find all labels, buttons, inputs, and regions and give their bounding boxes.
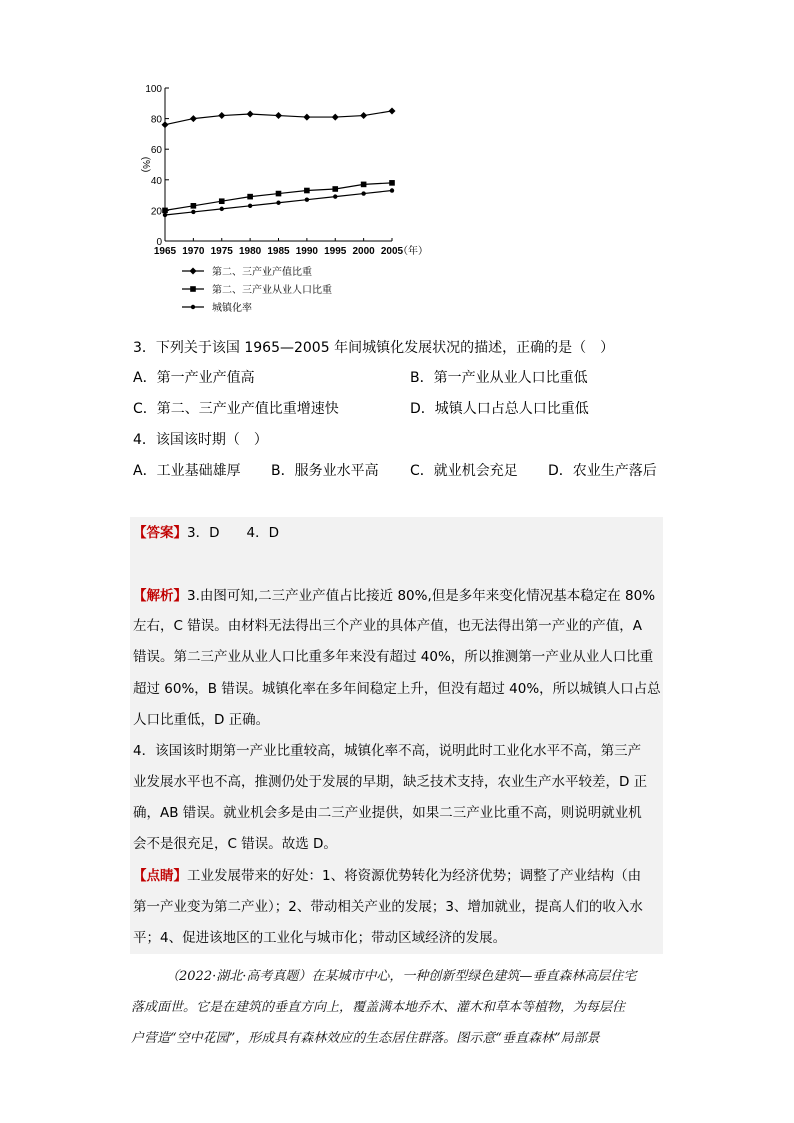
x-tick-label: 1990 — [295, 246, 318, 257]
data-point — [304, 188, 310, 194]
data-point — [220, 207, 224, 211]
legend-entry — [182, 283, 332, 296]
question-4-option-b: B．服务业水平高 — [271, 463, 379, 479]
legend-marker — [191, 305, 195, 309]
data-point — [219, 198, 225, 204]
data-point — [276, 201, 280, 205]
y-tick-label: 40 — [150, 175, 162, 187]
data-point — [191, 210, 195, 214]
data-point — [389, 180, 395, 186]
x-tick-label: 1985 — [267, 246, 290, 257]
x-tick-label: 1975 — [210, 246, 233, 257]
passage-line-2: 落成面世。它是在建筑的垂直方向上，覆盖满本地乔木、灌木和草本等植物，为每层住 — [131, 1000, 626, 1015]
analysis-line-2: 左右，C 错误。由材料无法得出三个产业的具体产值，也无法得出第一产业的产值，A — [133, 618, 642, 634]
y-tick-label: 80 — [150, 114, 162, 126]
question-3-stem: 3．下列关于该国 1965—2005 年间城镇化发展状况的描述，正确的是（ ） — [133, 340, 615, 356]
tip-line-1: 【点睛】工业发展带来的好处：1、将资源优势转化为经济优势；调整了产业结构（由 — [133, 868, 642, 884]
tip-label: 【点睛】 — [133, 868, 187, 884]
data-point — [162, 121, 169, 128]
y-axis-label: (%) — [140, 156, 151, 173]
data-point — [360, 112, 367, 119]
data-point — [390, 188, 394, 192]
x-unit-label: （年） — [398, 246, 428, 257]
data-point — [333, 194, 337, 198]
data-point — [332, 186, 338, 192]
data-point — [191, 203, 197, 209]
data-point — [276, 191, 282, 197]
question-4-option-a: A．工业基础雄厚 — [133, 463, 241, 479]
x-tick-label: 2005 — [380, 246, 404, 257]
data-point — [332, 114, 339, 121]
passage-line-3: 户营造“空中花园”，形成具有森林效应的生态居住群落。图示意“垂直森林”局部景 — [131, 1031, 600, 1046]
data-point — [190, 115, 197, 122]
data-point — [247, 194, 253, 200]
data-point — [361, 191, 365, 195]
question-4-stem: 4．该国该时期（ ） — [133, 432, 268, 448]
data-point — [163, 213, 167, 217]
question-3-option-b: B．第一产业从业人口比重低 — [410, 370, 588, 386]
data-point — [247, 111, 254, 118]
data-point — [303, 114, 310, 121]
legend-label: 第二、三产业产值比重 — [212, 267, 312, 278]
x-tick-label: 2000 — [352, 246, 375, 257]
analysis-line-3: 错误。第二三产业从业人口比重多年来没有超过 40%，所以推测第一产业从业人口比重 — [133, 649, 654, 665]
question-3-option-c: C．第二、三产业产值比重增速快 — [133, 401, 339, 417]
analysis-line-1: 【解析】3.由图可知,二三产业产值占比接近 80%,但是多年来变化情况基本稳定在 80% — [133, 588, 656, 604]
question-4-option-c: C．就业机会充足 — [410, 463, 518, 479]
legend-entry — [182, 265, 312, 278]
analysis-line-8: 确，AB 错误。就业机会多是由二三产业提供，如果二三产业比重不高，则说明就业机 — [133, 805, 642, 821]
answer-text: 3．D 4．D — [187, 525, 279, 541]
answer-label: 【答案】 — [133, 525, 187, 541]
analysis-line-4: 超过 60%，B 错误。城镇化率在多年间稳定上升，但没有超过 40%，所以城镇人口占总 — [133, 681, 661, 697]
series-line — [165, 183, 392, 211]
series-1 — [162, 107, 396, 128]
passage-line-1: （2022·湖北·高考真题）在某城市中心，一种创新型绿色建筑—垂直森林高层住宅 — [166, 969, 637, 984]
chart-legend — [182, 265, 332, 314]
x-tick-label: 1995 — [324, 246, 347, 257]
analysis-label: 【解析】 — [133, 588, 187, 604]
chart-axes — [140, 84, 428, 257]
analysis-line-5: 人口比重低，D 正确。 — [133, 712, 270, 728]
tip-line-2: 第一产业变为第二产业）；2、带动相关产业的发展；3、增加就业，提高人们的收入水 — [133, 899, 643, 915]
data-point — [275, 112, 282, 119]
question-3-option-a: A．第一产业产值高 — [133, 370, 255, 386]
data-point — [248, 204, 252, 208]
analysis-line-6: 4．该国该时期第一产业比重较高，城镇化率不高，说明此时工业化水平不高，第三产 — [133, 743, 642, 759]
legend-entry — [182, 301, 252, 314]
y-tick-label: 60 — [150, 145, 162, 157]
data-point — [305, 197, 309, 201]
legend-marker — [190, 268, 197, 275]
question-4-option-d: D．农业生产落后 — [548, 463, 657, 479]
line-chart — [130, 78, 430, 323]
x-tick-label: 1965 — [153, 246, 177, 257]
y-tick-label: 20 — [150, 206, 162, 218]
series-2 — [162, 180, 395, 213]
data-point — [162, 208, 168, 214]
data-point — [218, 112, 225, 119]
legend-label: 城镇化率 — [212, 303, 252, 314]
y-tick-label: 0 — [156, 237, 162, 248]
legend-marker — [190, 286, 196, 292]
x-tick-label: 1970 — [182, 246, 205, 257]
chart-series — [162, 107, 396, 217]
analysis-line-9: 会不是很充足，C 错误。故选 D。 — [133, 836, 337, 852]
analysis-line-7: 业发展水平也不高，推测仍处于发展的早期，缺乏技术支持，农业生产水平较差，D 正 — [133, 774, 648, 790]
legend-label: 第二、三产业从业人口比重 — [212, 285, 332, 296]
x-tick-label: 1980 — [239, 246, 262, 257]
question-3-option-d: D．城镇人口占总人口比重低 — [410, 401, 589, 417]
tip-line-3: 平；4、促进该地区的工业化与城市化；带动区域经济的发展。 — [133, 930, 507, 946]
data-point — [389, 107, 396, 114]
answer-line — [133, 521, 663, 546]
data-point — [361, 182, 367, 188]
y-tick-label: 100 — [145, 84, 162, 95]
